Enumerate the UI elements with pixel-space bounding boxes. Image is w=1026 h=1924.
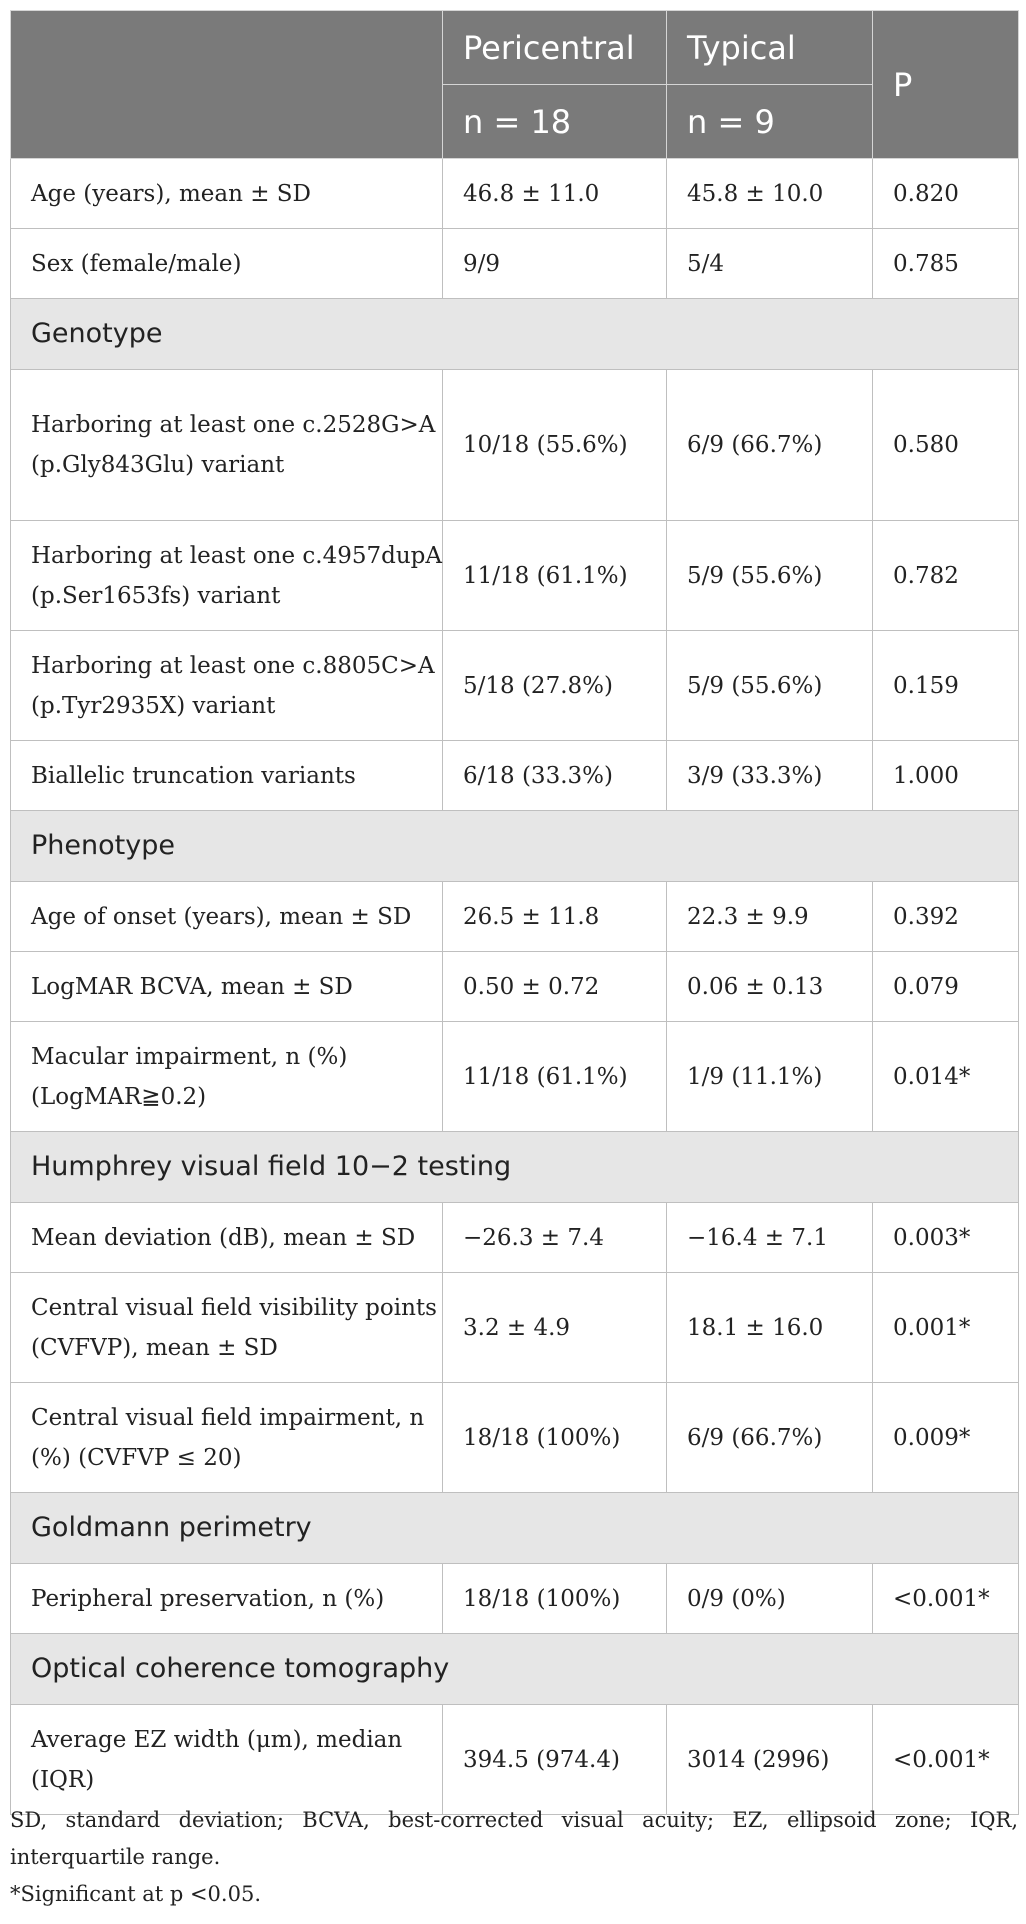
header-group1-n: n = 18: [443, 85, 667, 159]
p-value: 1.000: [873, 741, 1019, 811]
p-value: 0.392: [873, 882, 1019, 952]
typical-value: 0/9 (0%): [667, 1564, 873, 1634]
p-value: 0.785: [873, 229, 1019, 299]
section-header-row: [11, 1132, 1019, 1203]
section-header-row: [11, 1493, 1019, 1564]
p-value: 0.001*: [873, 1273, 1019, 1383]
header-group2-n: n = 9: [667, 85, 873, 159]
row-label: Harboring at least one c.2528G>A (p.Gly843Glu) variant: [11, 370, 443, 521]
table-header: [11, 11, 1019, 159]
comparison-table: [10, 10, 1019, 1815]
pericentral-value: 46.8 ± 11.0: [443, 159, 667, 229]
header-group1: Pericentral: [443, 11, 667, 85]
table-row: [11, 370, 1019, 521]
pericentral-value: 11/18 (61.1%): [443, 1022, 667, 1132]
table-row: [11, 882, 1019, 952]
row-label: Central visual field impairment, n (%) (CVFVP ≤ 20): [11, 1383, 443, 1493]
section-title: Genotype: [11, 299, 1019, 370]
section-title: Phenotype: [11, 811, 1019, 882]
row-label: Central visual field visibility points (CVFVP), mean ± SD: [11, 1273, 443, 1383]
section-header-row: [11, 299, 1019, 370]
row-label: Age (years), mean ± SD: [11, 159, 443, 229]
pericentral-value: 9/9: [443, 229, 667, 299]
typical-value: 45.8 ± 10.0: [667, 159, 873, 229]
header-p-value: P: [873, 11, 1019, 159]
typical-value: 3/9 (33.3%): [667, 741, 873, 811]
row-label: Sex (female/male): [11, 229, 443, 299]
typical-value: 3014 (2996): [667, 1705, 873, 1815]
section-title: Goldmann perimetry: [11, 1493, 1019, 1564]
typical-value: 6/9 (66.7%): [667, 1383, 873, 1493]
pericentral-value: 18/18 (100%): [443, 1564, 667, 1634]
pericentral-value: 26.5 ± 11.8: [443, 882, 667, 952]
table-row: [11, 229, 1019, 299]
row-label: Mean deviation (dB), mean ± SD: [11, 1203, 443, 1273]
table-body: [11, 159, 1019, 1815]
table-row: [11, 1705, 1019, 1815]
typical-value: 18.1 ± 16.0: [667, 1273, 873, 1383]
table-row: [11, 1383, 1019, 1493]
table-row: [11, 631, 1019, 741]
table-row: [11, 1273, 1019, 1383]
row-label: Macular impairment, n (%) (LogMAR≧0.2): [11, 1022, 443, 1132]
row-label: Harboring at least one c.4957dupA (p.Ser1653fs) variant: [11, 521, 443, 631]
header-blank-cell: [11, 11, 443, 159]
row-label: Biallelic truncation variants: [11, 741, 443, 811]
pericentral-value: −26.3 ± 7.4: [443, 1203, 667, 1273]
p-value: 0.079: [873, 952, 1019, 1022]
typical-value: 5/4: [667, 229, 873, 299]
p-value: 0.009*: [873, 1383, 1019, 1493]
table-row: [11, 741, 1019, 811]
typical-value: 6/9 (66.7%): [667, 370, 873, 521]
pericentral-value: 6/18 (33.3%): [443, 741, 667, 811]
pericentral-value: 11/18 (61.1%): [443, 521, 667, 631]
pericentral-value: 10/18 (55.6%): [443, 370, 667, 521]
table-row: [11, 1564, 1019, 1634]
typical-value: 0.06 ± 0.13: [667, 952, 873, 1022]
pericentral-value: 3.2 ± 4.9: [443, 1273, 667, 1383]
pericentral-value: 5/18 (27.8%): [443, 631, 667, 741]
typical-value: 22.3 ± 9.9: [667, 882, 873, 952]
section-header-row: [11, 811, 1019, 882]
row-label: LogMAR BCVA, mean ± SD: [11, 952, 443, 1022]
table-row: [11, 952, 1019, 1022]
p-value: 0.014*: [873, 1022, 1019, 1132]
pericentral-value: 0.50 ± 0.72: [443, 952, 667, 1022]
row-label: Average EZ width (μm), median (IQR): [11, 1705, 443, 1815]
p-value: 0.782: [873, 521, 1019, 631]
typical-value: 5/9 (55.6%): [667, 521, 873, 631]
table-row: [11, 1203, 1019, 1273]
typical-value: 1/9 (11.1%): [667, 1022, 873, 1132]
table-row: [11, 159, 1019, 229]
pericentral-value: 394.5 (974.4): [443, 1705, 667, 1815]
significance-footnote: *Significant at p <0.05.: [10, 1882, 261, 1906]
p-value: 0.580: [873, 370, 1019, 521]
section-title: Humphrey visual field 10−2 testing: [11, 1132, 1019, 1203]
p-value: <0.001*: [873, 1564, 1019, 1634]
p-value: 0.159: [873, 631, 1019, 741]
row-label: Peripheral preservation, n (%): [11, 1564, 443, 1634]
table-row: [11, 521, 1019, 631]
row-label: Harboring at least one c.8805C>A (p.Tyr2935X) variant: [11, 631, 443, 741]
abbreviations-footnote: SD, standard deviation; BCVA, best-corrected visual acuity; EZ, ellipsoid zone; IQR, interquartile range.: [10, 1808, 1018, 1869]
section-header-row: [11, 1634, 1019, 1705]
table-row: [11, 1022, 1019, 1132]
typical-value: −16.4 ± 7.1: [667, 1203, 873, 1273]
pericentral-value: 18/18 (100%): [443, 1383, 667, 1493]
p-value: 0.820: [873, 159, 1019, 229]
table-footnotes: [10, 1802, 1018, 1913]
section-title: Optical coherence tomography: [11, 1634, 1019, 1705]
p-value: 0.003*: [873, 1203, 1019, 1273]
p-value: <0.001*: [873, 1705, 1019, 1815]
typical-value: 5/9 (55.6%): [667, 631, 873, 741]
row-label: Age of onset (years), mean ± SD: [11, 882, 443, 952]
header-group2: Typical: [667, 11, 873, 85]
